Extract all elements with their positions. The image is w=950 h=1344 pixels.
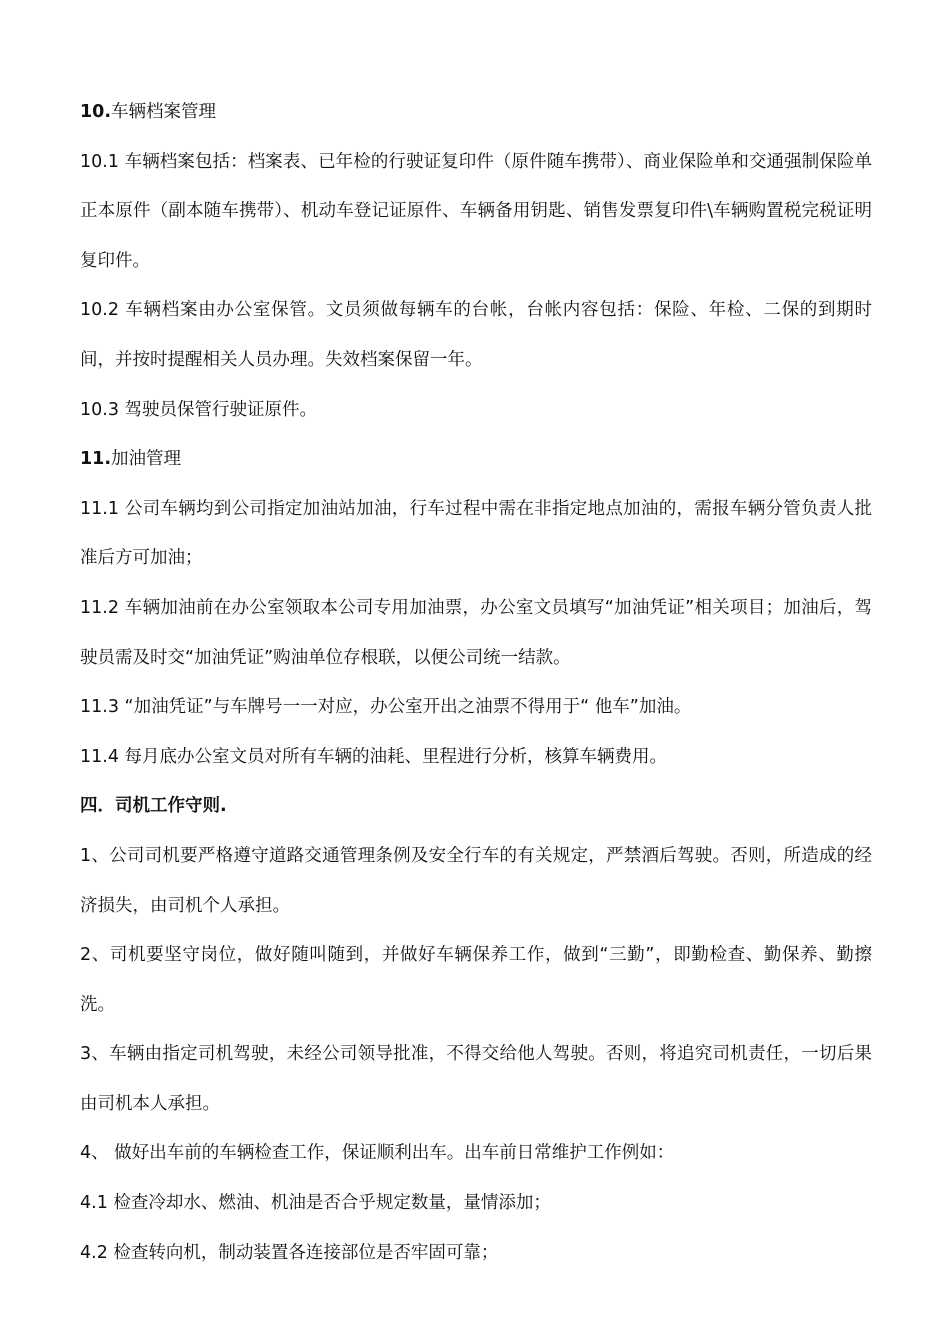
- section-number: 10.: [80, 102, 112, 122]
- paragraph-rule-3: 3、车辆由指定司机驾驶，未经公司领导批准，不得交给他人驾驶。否则，将追究司机责任，一切后果由司机本人承担。: [80, 1044, 872, 1114]
- section-number: 11.: [80, 449, 112, 470]
- paragraph-10-3: 10.3 驾驶员保管行驶证原件。: [80, 399, 318, 420]
- paragraph-11-3: 11.3 “加油凭证”与车牌号一一对应，办公室开出之油票不得用于“ 他车”加油。: [80, 697, 692, 718]
- section-11-heading: [80, 435, 872, 485]
- section-10-heading: [80, 88, 872, 138]
- paragraph-10-1: 10.1 车辆档案包括：档案表、已年检的行驶证复印件（原件随车携带）、商业保险单和交通强制保险单正本原件（副本随车携带）、机动车登记证原件、车辆备用钥匙、销售发票复印件\车辆购置税完税证明复印件。: [80, 151, 872, 271]
- paragraph-10-2: 10.2 车辆档案由办公室保管。文员须做每辆车的台帐，台帐内容包括：保险、年检、二保的到期时间，并按时提醒相关人员办理。失效档案保留一年。: [80, 300, 872, 370]
- paragraph-11-2: 11.2 车辆加油前在办公室领取本公司专用加油票，办公室文员填写“加油凭证”相关项目；加油后，驾驶员需及时交“加油凭证”购油单位存根联，以便公司统一结款。: [80, 597, 872, 668]
- paragraph-11-1: 11.1 公司车辆均到公司指定加油站加油，行车过程中需在非指定地点加油的，需报车辆分管负责人批准后方可加油；: [80, 498, 872, 569]
- paragraph-rule-2: 2、司机要坚守岗位，做好随叫随到，并做好车辆保养工作，做到“三勤”，即勤检查、勤保养、勤擦洗。: [80, 945, 872, 1015]
- paragraph-rule-1: 1、公司司机要严格遵守道路交通管理条例及安全行车的有关规定，严禁酒后驾驶。否则，所造成的经济损失，由司机个人承担。: [80, 845, 872, 916]
- document-page: [80, 88, 872, 1278]
- section-4-heading: 四．司机工作守则.: [80, 796, 227, 817]
- section-title: 加油管理: [111, 449, 182, 470]
- paragraph-rule-4: 4、 做好出车前的车辆检查工作，保证顺利出车。出车前日常维护工作例如：: [80, 1143, 675, 1164]
- paragraph-11-4: 11.4 每月底办公室文员对所有车辆的油耗、里程进行分析，核算车辆费用。: [80, 746, 668, 767]
- paragraph-rule-4-1: 4.1 检查冷却水、燃油、机油是否合乎规定数量，量情添加；: [80, 1193, 551, 1214]
- paragraph-rule-4-2: 4.2 检查转向机，制动装置各连接部位是否牢固可靠；: [80, 1242, 499, 1263]
- section-title: 车辆档案管理: [111, 102, 217, 122]
